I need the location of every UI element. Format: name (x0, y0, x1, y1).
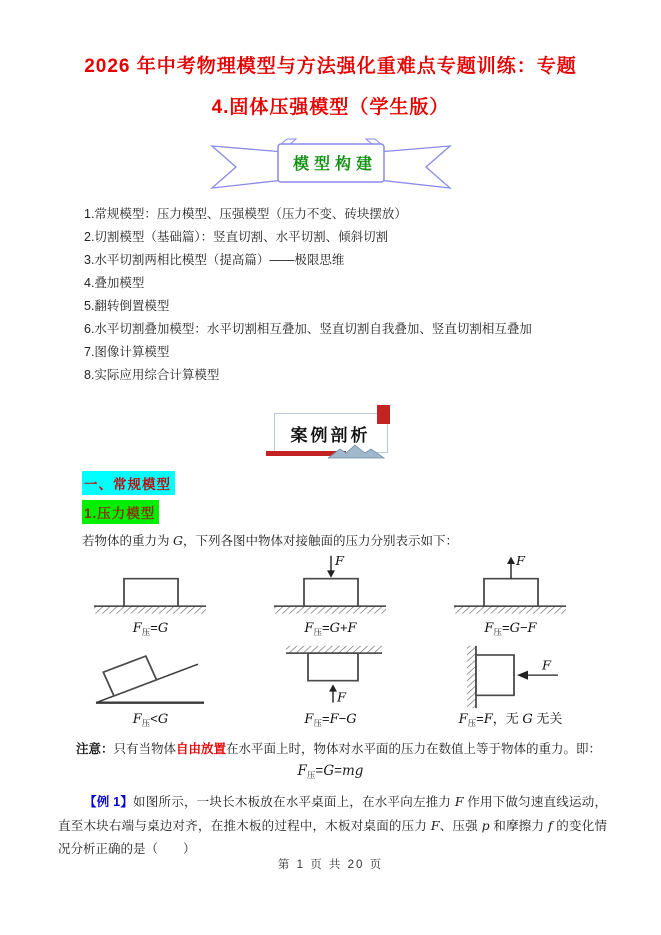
ceiling-hatch (286, 646, 382, 653)
wall-hatch (467, 646, 476, 708)
block (308, 653, 358, 681)
model-banner (0, 136, 661, 195)
tilted-block (103, 656, 156, 696)
doc-title-line1: 2026 年中考物理模型与方法强化重难点专题训练：专题 (84, 56, 577, 77)
force-label: F (334, 553, 344, 568)
figure-block-press-down (241, 553, 421, 640)
list-item: 6.水平切割叠加模型：水平切割相互叠加、竖直切割自我叠加、竖直切割相互叠加 (84, 322, 532, 336)
case-banner-wrap (0, 413, 661, 453)
arrowhead (507, 557, 515, 564)
figure-block-on-table (61, 553, 241, 640)
list-item: 4.叠加模型 (84, 276, 145, 290)
figure-label: $F_压=F$，无 G 无关 (458, 711, 563, 728)
case-banner (274, 413, 388, 453)
force-label: F (515, 553, 525, 568)
red-corner-decor (377, 405, 390, 424)
list-item: 5.翻转倒置模型 (84, 299, 170, 313)
section-heading-1: 一、常规模型 (82, 471, 661, 495)
list-item: 3.水平切割两相比模型（提高篇）——极限思维 (84, 253, 345, 267)
figure-label: $F_压<G$ (132, 711, 169, 728)
ribbon-graphic (206, 136, 456, 190)
figure-grid (61, 553, 601, 731)
figure-block-under-ceiling (241, 644, 421, 731)
ribbon-right-flag (378, 146, 450, 188)
figure-label: $F_压=G-F$ (484, 620, 537, 637)
page-footer: 第 1 页 共 20 页 (277, 859, 384, 871)
case-banner-text: 案例剖析 (290, 426, 371, 445)
figure-block-on-incline (61, 644, 241, 731)
ground-hatch (274, 606, 386, 613)
block (304, 579, 358, 607)
formula-pressure: $F_压=G=mg$ (297, 763, 364, 780)
figure-label: $F_压=F-G$ (304, 711, 357, 728)
block (124, 579, 178, 607)
arrowhead (327, 570, 335, 577)
list-item: 8.实际应用综合计算模型 (84, 368, 220, 382)
intro-text: 若物体的重力为 G，下列各图中物体对接触面的压力分别表示如下： (82, 533, 458, 548)
figure-label: $F_压=G+F$ (304, 620, 357, 637)
ground-hatch (454, 606, 566, 613)
doc-title-line2: 4.固体压强模型（学生版） (211, 97, 450, 118)
doc-title (0, 46, 661, 128)
ribbon-left-flag (212, 146, 284, 188)
list-item: 1.常规模型：压力模型、压强模型（压力不变、砖块摆放） (84, 207, 407, 221)
figure-block-pull-up (421, 553, 601, 640)
section-heading-2: 1.压力模型 (82, 500, 661, 524)
ground-hatch (94, 606, 206, 613)
ribbon-title-text: 模型构建 (292, 156, 377, 173)
block (476, 655, 514, 695)
block (484, 579, 538, 607)
figure-block-on-wall (421, 644, 601, 731)
note-text: 注意：只有当物体自由放置在水平面上时，物体对水平面的压力在数值上等于物体的重力。即： (76, 742, 602, 756)
mountain-decor-icon (328, 444, 386, 459)
list-item: 7.图像计算模型 (84, 345, 170, 359)
figure-label: $F_压=G$ (132, 620, 169, 637)
arrowhead (329, 684, 337, 691)
list-item: 2.切割模型（基础篇）：竖直切割、水平切割、倾斜切割 (84, 230, 389, 244)
model-list (84, 203, 621, 387)
force-label: F (336, 690, 346, 705)
example-1-text: 【例 1】如图所示，一块长木板放在水平桌面上，在水平向左推力 F 作用下做匀速直线运动，直至木块右端与桌边对齐，在推木板的过程中，木板对桌面的压力 F、压强 p 和摩擦力 f 的变化情况分析正确的是（ ） (58, 794, 607, 856)
force-label: F (541, 658, 551, 673)
arrowhead (517, 671, 528, 680)
